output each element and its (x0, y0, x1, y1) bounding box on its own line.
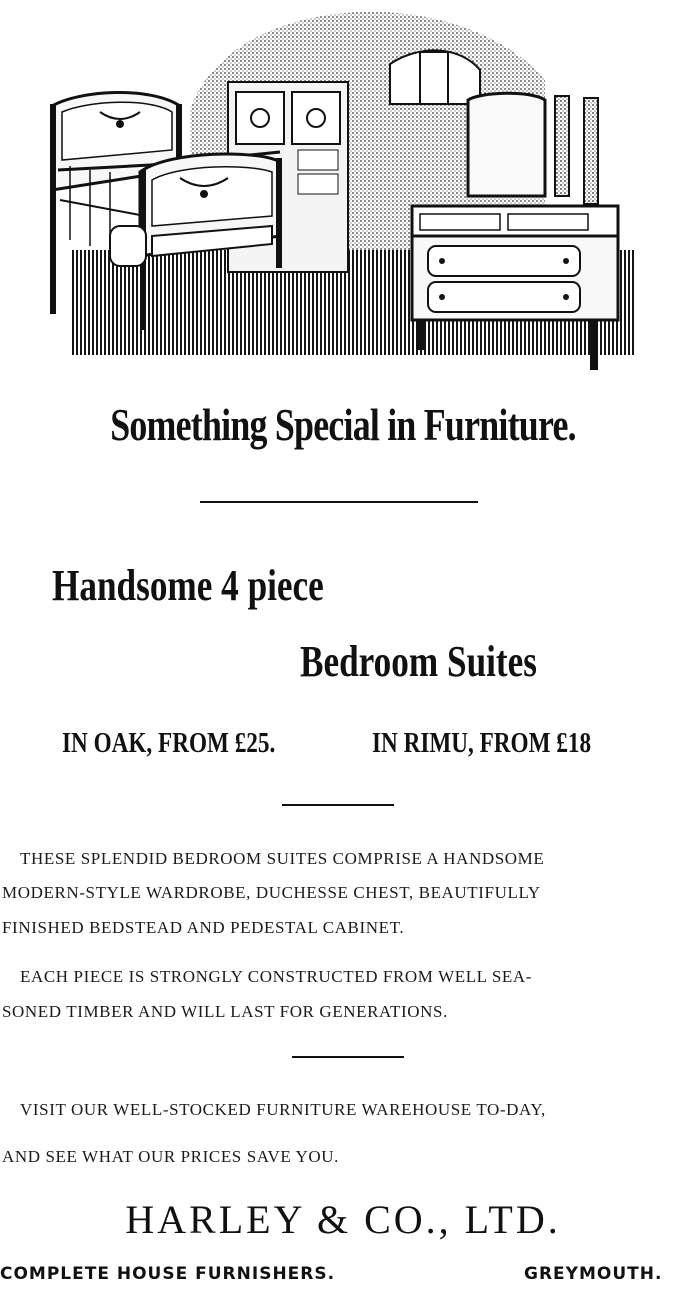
divider-bottom (292, 1056, 404, 1058)
price-oak: IN OAK, FROM £25. (62, 727, 276, 759)
description-line: VISIT OUR WELL-STOCKED FURNITURE WAREHOUSE TO-DAY, (20, 1100, 546, 1119)
suite-heading-line1: Handsome 4 piece (52, 561, 324, 610)
divider-middle (282, 804, 394, 806)
price-rimu: IN RIMU, FROM £18 (372, 727, 592, 759)
suite-heading-line2: Bedroom Suites (300, 637, 537, 686)
headline: Something Special in Furniture. (110, 399, 576, 450)
description-line: SONED TIMBER AND WILL LAST FOR GENERATIONS. (2, 1002, 448, 1021)
description-line: MODERN-STYLE WARDROBE, DUCHESSE CHEST, BEAUTIFULLY (2, 883, 541, 902)
company-location: GREYMOUTH. (524, 1264, 663, 1284)
divider-top (200, 501, 478, 503)
description-line: FINISHED BEDSTEAD AND PEDESTAL CABINET. (2, 918, 405, 937)
company-tagline: COMPLETE HOUSE FURNISHERS. (0, 1264, 336, 1284)
company-name: HARLEY & CO., LTD. (125, 1197, 561, 1242)
description-line: EACH PIECE IS STRONGLY CONSTRUCTED FROM WELL SEA- (20, 967, 533, 986)
bedroom-suite-illustration (40, 0, 650, 375)
description-line: THESE SPLENDID BEDROOM SUITES COMPRISE A HANDSOME (20, 849, 545, 868)
description-line: AND SEE WHAT OUR PRICES SAVE YOU. (2, 1147, 340, 1166)
